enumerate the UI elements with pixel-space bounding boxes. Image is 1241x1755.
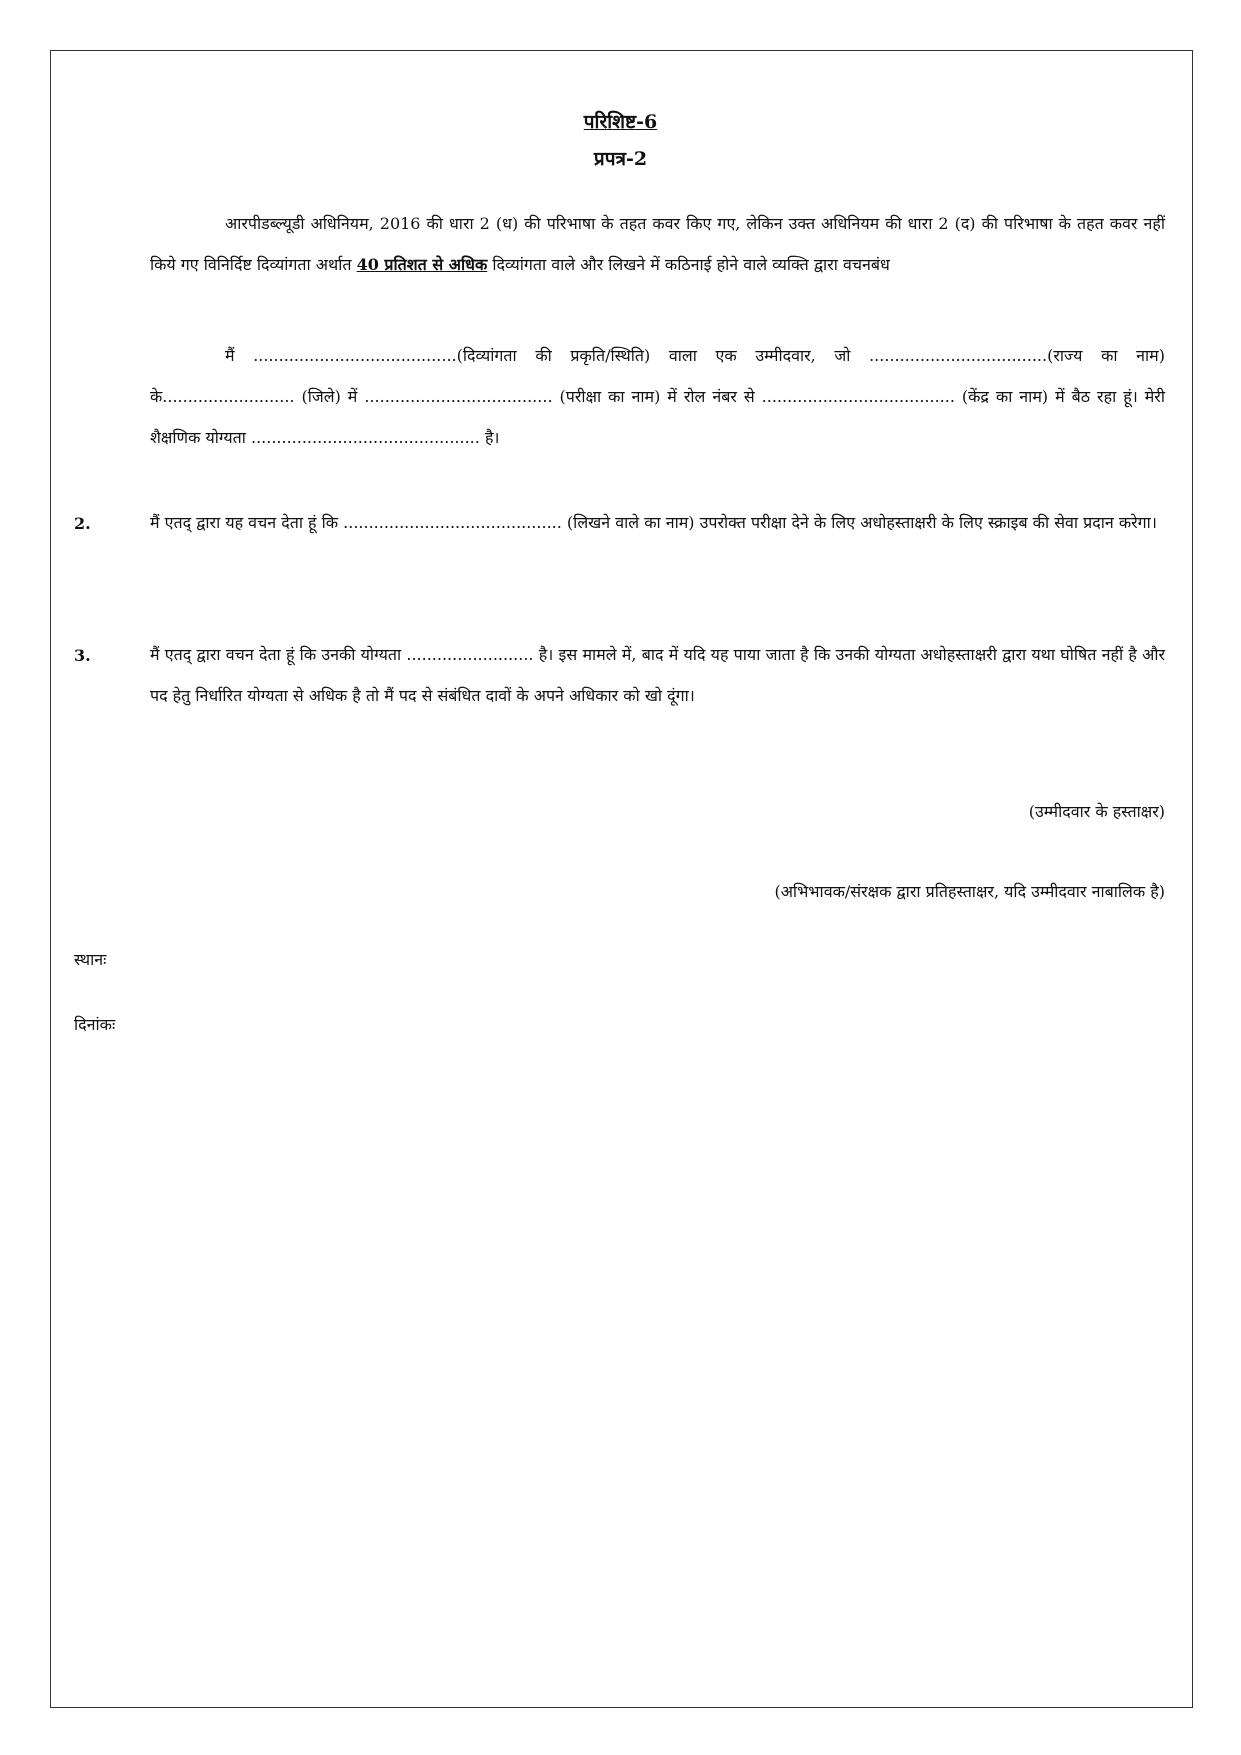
declaration-paragraph: मैं ........................................(दिव्यांगता की प्रकृति/स्थिति) वाला एक उम्मीदवार, जो ...................................(राज्य का नाम) के.......................... (जिले) में ..................................... (परीक्षा का नाम) में रोल नंबर से ...................................... (केंद्र का नाम) में बैठ रहा हूं। मेरी शैक्षणिक योग्यता ............................................. है। — [150, 346, 1165, 447]
clause-number-2: 2. — [74, 514, 91, 533]
intro-emphasis: 40 प्रतिशत से अधिक — [356, 255, 488, 274]
date-label: दिनांकः — [74, 1015, 116, 1034]
appendix-title: परिशिष्ट-6 — [583, 111, 658, 133]
intro-text-part1: आरपीडब्ल्यूडी अधिनियम, 2016 की धारा 2 (ध) की परिभाषा के तहत कवर किए गए, लेकिन उक्त अधिनियम की धारा 2 (द) की परिभाषा के तहत कवर नहीं किये गए विनिर्दिष्ट दिव्यांगता अर्थात — [150, 214, 1165, 274]
place-label: स्थानः — [74, 950, 107, 969]
form-title: प्रपत्र-2 — [593, 148, 648, 170]
clause-number-3: 3. — [74, 646, 91, 665]
clause-text-3: मैं एतद् द्वारा वचन देता हूं कि उनकी योग्यता ......................... है। इस मामले में, बाद में यदि यह पाया जाता है कि उनकी योग्यता अधोहस्ताक्षरी द्वारा यथा घोषित नहीं है और पद हेतु निर्धारित योग्यता से अधिक है तो मैं पद से संबंधित दावों के अपने अधिकार को खो दूंगा। — [150, 645, 1165, 705]
intro-paragraph — [150, 203, 1165, 285]
clause-text-2: मैं एतद् द्वारा यह वचन देता हूं कि ........................................... (लिखने वाले का नाम) उपरोक्त परीक्षा देने के लिए अधोहस्ताक्षरी के लिए स्क्राइब की सेवा प्रदान करेगा। — [150, 513, 1157, 532]
guardian-countersignature-label: (अभिभावक/संरक्षक द्वारा प्रतिहस्ताक्षर, यदि उम्मीदवार नाबालिक है) — [774, 882, 1165, 901]
page-border — [50, 50, 1193, 1708]
intro-text-part2: दिव्यांगता वाले और लिखने में कठिनाई होने वाले व्यक्ति द्वारा वचनबंध — [487, 255, 890, 274]
candidate-signature-label: (उम्मीदवार के हस्ताक्षर) — [1028, 802, 1165, 821]
